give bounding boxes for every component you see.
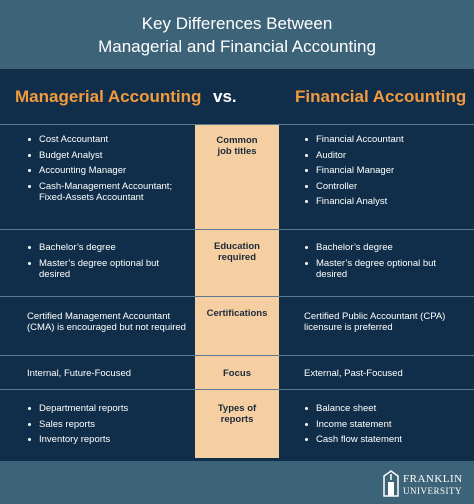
list-item: Master’s degree optional but desired xyxy=(304,258,444,280)
row-divider xyxy=(0,124,474,125)
list-item: Financial Accountant xyxy=(304,134,464,145)
managerial-reports xyxy=(27,403,187,450)
list-item: Departmental reports xyxy=(27,403,187,414)
category-certifications: Certifications xyxy=(206,308,268,319)
financial-certification: Certified Public Accountant (CPA) licensure is preferred xyxy=(304,311,446,333)
list-item: Cost Accountant xyxy=(27,134,187,145)
logo-text-university: UNIVERSITY xyxy=(403,486,462,496)
row-divider xyxy=(0,296,474,297)
category-reports: Types of reports xyxy=(217,403,257,425)
page-title xyxy=(0,12,474,58)
list-item: Income statement xyxy=(304,419,464,430)
managerial-certification: Certified Management Accountant (CMA) is encouraged but not required xyxy=(27,311,186,333)
category-job-titles: Common job titles xyxy=(216,135,258,157)
logo-text-franklin: FRANKLIN xyxy=(403,473,463,485)
list-item: Balance sheet xyxy=(304,403,464,414)
managerial-heading: Managerial Accounting xyxy=(15,87,202,106)
managerial-education xyxy=(27,242,167,284)
list-item: Bachelor’s degree xyxy=(27,242,167,253)
category-education: Education required xyxy=(214,241,260,263)
category-focus: Focus xyxy=(223,368,251,379)
financial-heading: Financial Accounting xyxy=(295,87,467,106)
financial-reports xyxy=(304,403,464,450)
managerial-job-titles xyxy=(27,134,187,207)
franklin-logo-icon xyxy=(382,470,400,498)
list-item: Auditor xyxy=(304,150,464,161)
financial-job-titles xyxy=(304,134,464,212)
financial-education xyxy=(304,242,444,284)
title-line-2: Managerial and Financial Accounting xyxy=(98,37,376,56)
list-item: Bachelor’s degree xyxy=(304,242,444,253)
vs-label: vs. xyxy=(213,87,237,106)
list-item: Financial Manager xyxy=(304,165,464,176)
financial-focus: External, Past-Focused xyxy=(304,368,403,379)
list-item: Inventory reports xyxy=(27,434,187,445)
title-line-1: Key Differences Between xyxy=(141,14,333,33)
list-item: Master’s degree optional but desired xyxy=(27,258,167,280)
row-divider xyxy=(0,229,474,230)
row-divider xyxy=(0,389,474,390)
list-item: Cash-Management Accountant; Fixed-Assets Accountant xyxy=(27,181,187,203)
managerial-focus: Internal, Future-Focused xyxy=(27,368,132,379)
list-item: Controller xyxy=(304,181,464,192)
list-item: Sales reports xyxy=(27,419,187,430)
list-item: Budget Analyst xyxy=(27,150,187,161)
list-item: Financial Analyst xyxy=(304,196,464,207)
list-item: Accounting Manager xyxy=(27,165,187,176)
row-divider xyxy=(0,355,474,356)
list-item: Cash flow statement xyxy=(304,434,464,445)
